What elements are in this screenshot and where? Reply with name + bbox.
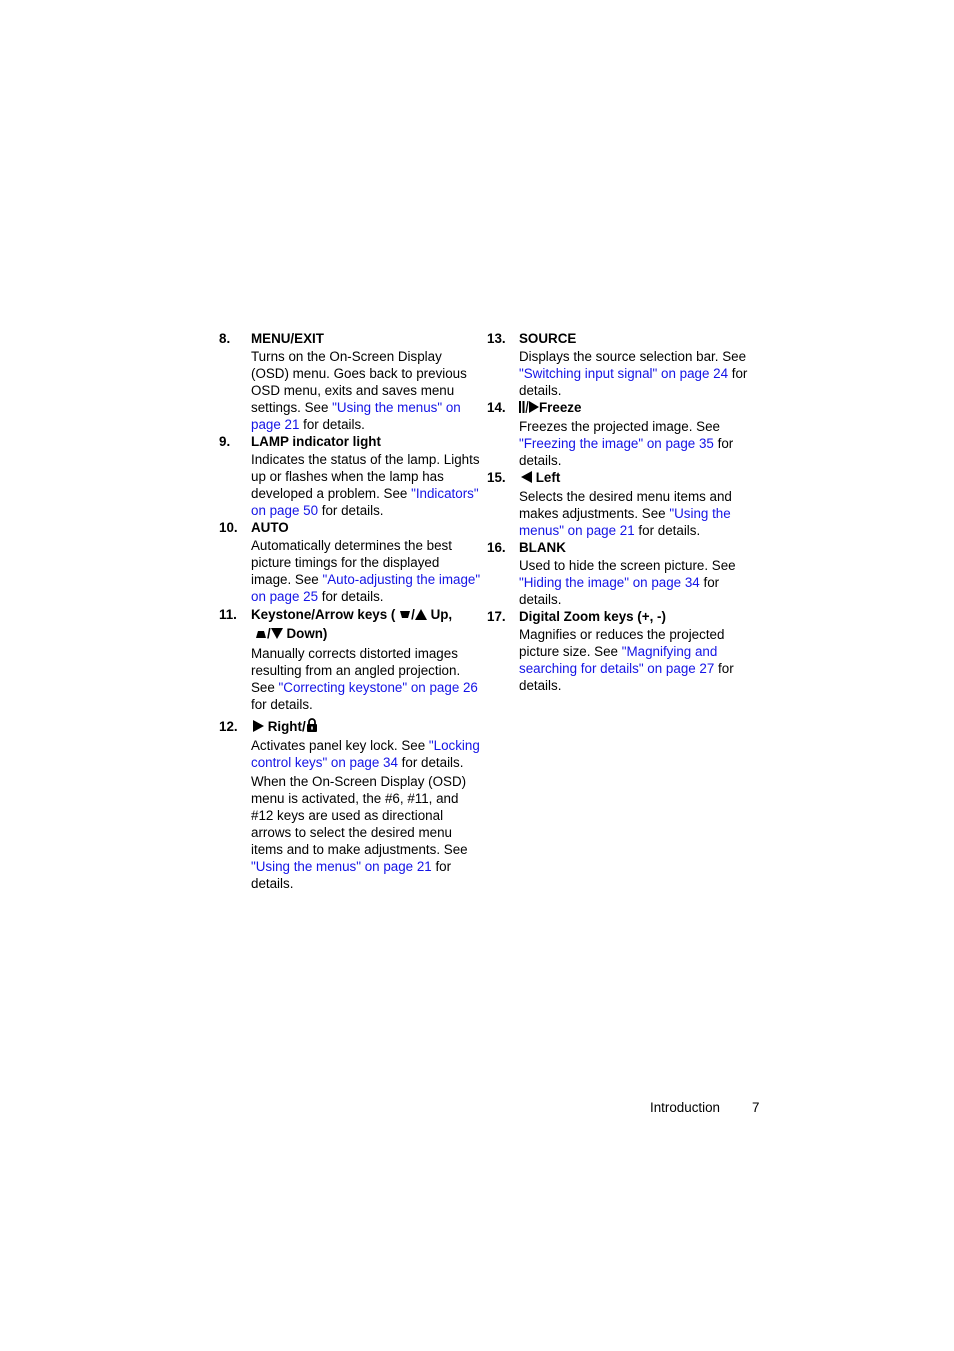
item-number: 17. [487,609,506,624]
lock-icon [306,718,318,736]
item-number: 10. [219,520,238,535]
item-title: MENU/EXIT [251,331,324,346]
item-right-lock [219,718,481,892]
arrow-up-icon [415,607,427,625]
item-number: 15. [487,470,506,485]
item-number: 8. [219,331,231,346]
item-title: BLANK [519,540,566,555]
item-number: 14. [487,400,506,415]
item-number: 9. [219,434,231,449]
item-title: Freeze [519,399,749,417]
item-title: Digital Zoom keys (+, -) [519,609,666,624]
item-description: Automatically determines the best picture timings for the displayed image. See "Auto-adjusting the image" on page 25 for details. [251,538,481,604]
link-freezing-the-image[interactable]: "Freezing the image" on page 35 [519,436,714,451]
link-auto-adjusting[interactable]: "Auto-adjusting the image" on page 25 [251,572,481,604]
item-description: Turns on the On-Screen Display (OSD) menu. Goes back to previous OSD menu, exits and saves menu settings. See "Using the menus" on page 21 for details. [251,349,467,432]
item-title: LAMP indicator light [251,434,381,449]
item-source [487,330,749,399]
item-description: Displays the source selection bar. See "Switching input signal" on page 24 for details. [519,349,748,398]
arrow-right-icon [253,719,264,736]
item-menu-exit [219,330,481,433]
item-title: SOURCE [519,331,577,346]
right-column [487,330,749,694]
item-auto [219,519,481,605]
link-using-the-menus-3[interactable]: "Using the menus" on page 21 [519,506,731,538]
item-digital-zoom [487,608,749,694]
left-column [219,330,481,892]
link-switching-input-signal[interactable]: "Switching input signal" on page 24 [519,366,729,381]
item-description: Magnifies or reduces the projected picture size. See "Magnifying and searching for details" on page 27 for details. [519,627,734,693]
arrow-left-icon [521,470,532,487]
link-indicators[interactable]: "Indicators" on page 50 [251,486,479,518]
link-using-the-menus[interactable]: "Using the menus" on page 21 [251,400,461,432]
item-keystone-arrow-keys [219,606,481,713]
link-locking-control-keys[interactable]: "Locking control keys" on page 34 [251,738,480,770]
link-correcting-keystone[interactable]: "Correcting keystone" on page 26 [278,680,478,695]
item-freeze [487,399,749,469]
item-description: Indicates the status of the lamp. Lights up or flashes when the lamp has developed a problem. See "Indicators" on page 50 for details. [251,452,480,518]
item-number: 13. [487,331,506,346]
item-description-2: When the On-Screen Display (OSD) menu is activated, the #6, #11, and #12 keys are used as directional arrows to select the desired menu items and to make adjustments. See "Using the menus" on page 21 for details. [251,774,468,891]
item-description: Activates panel key lock. See "Locking control keys" on page 34 for details. [251,738,480,770]
item-left [487,469,749,539]
item-description: Used to hide the screen picture. See "Hiding the image" on page 34 for details. [519,558,736,607]
link-magnifying-and-searching[interactable]: "Magnifying and searching for details" on page 27 [519,644,718,676]
item-title: Left [519,469,749,487]
item-title: AUTO [251,520,289,535]
link-using-the-menus-2[interactable]: "Using the menus" on page 21 [251,859,432,874]
item-title: Keystone/Arrow keys ( / Up, / Down) [251,606,481,644]
item-blank [487,539,749,608]
item-number: 11. [219,607,237,622]
item-title: Right/ [251,718,481,736]
arrow-down-icon [271,626,283,644]
item-number: 16. [487,540,506,555]
item-number: 12. [219,719,238,734]
item-description: Manually corrects distorted images resulting from an angled projection. See "Correcting keystone" on page 26 for details. [251,646,478,712]
item-lamp-indicator [219,433,481,519]
footer-section-title: Introduction [650,1100,720,1115]
link-hiding-the-image[interactable]: "Hiding the image" on page 34 [519,575,700,590]
item-description: Selects the desired menu items and makes adjustments. See "Using the menus" on page 21 for details. [519,489,732,538]
page-number: 7 [752,1100,760,1115]
keystone-top-icon [399,607,411,625]
pause-play-icon [519,400,539,417]
item-description: Freezes the projected image. See "Freezing the image" on page 35 for details. [519,419,734,468]
keystone-bottom-icon [255,626,267,644]
